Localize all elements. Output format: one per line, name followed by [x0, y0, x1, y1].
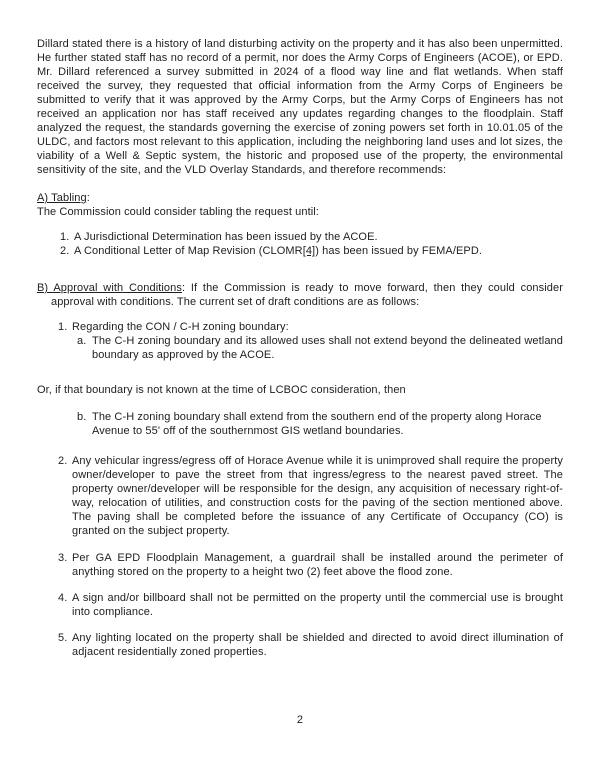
- condition-3-text: Per GA EPD Floodplain Management, a guardrail shall be installed around the perimeter of anything stored on the property to a height two (2) feet above the flood zone.: [72, 552, 563, 578]
- section-a-intro: The Commission could consider tabling the request until:: [37, 206, 319, 218]
- condition-4: [37, 591, 563, 619]
- comment-reference: [4]: [302, 245, 316, 257]
- condition-1a-text: The C-H zoning boundary and its allowed uses shall not extend beyond the delineated wetland boundary as approved by the ACOE.: [92, 335, 563, 361]
- list-marker: a.: [77, 335, 87, 347]
- clomr-text-pre: A Conditional Letter of Map Revision (CLOMR: [74, 245, 303, 257]
- condition-5: [37, 631, 563, 659]
- or-interjection: Or, if that boundary is not known at the time of LCBOC consideration, then: [37, 384, 406, 396]
- condition-1: [37, 320, 563, 362]
- section-b-heading-text: B) Approval with Conditions: [37, 282, 182, 294]
- condition-2-text: Any vehicular ingress/egress off of Horace Avenue while it is unimproved shall require the property owner/developer to pave the street from that ingress/egress to the nearest paved street. The property owner/developer will be responsible for the design, any acquisition of necessary right-of-way, relocation of utilities, and construction costs for the paving of the section mentioned above. The paving shall be completed before the issuance of any Certificate of Occupancy (CO) is granted on the subject property.: [72, 455, 563, 537]
- list-marker: 3.: [58, 552, 68, 564]
- section-a-heading-colon: :: [86, 192, 90, 204]
- condition-2: [37, 454, 563, 538]
- section-b-heading: [37, 281, 563, 309]
- condition-3: [37, 551, 563, 579]
- condition-4-text: A sign and/or billboard shall not be permitted on the property until the commercial use is brought into compliance.: [72, 592, 563, 618]
- intro-paragraph: Dillard stated there is a history of land disturbing activity on the property and it has also been unpermitted. He further stated staff has no record of a permit, nor does the Army Corps of Engineers (ACOE), or EPD. Mr. Dillard referenced a survey submitted in 2024 of a flood way line and flat wetlands. When staff received the survey, they requested that official information from the Army Corps of Engineers be submitted to verify that it was approved by the Army Corps, but the Army Corps of Engineers has not received an application nor has staff received any updates regarding changes to the floodplain. Staff analyzed the request, the standards governing the exercise of zoning powers set forth in 10.01.05 of the ULDC, and factors most relevant to this application, including the neighboring land uses and lot sizes, the viability of a Well & Septic system, the historic and proposed use of the property, the environmental sensitivity of the site, and the VLD Overlay Standards, and therefore recommends:: [37, 38, 563, 176]
- tabling-list-item-2: [60, 244, 563, 258]
- section-a-heading: [37, 191, 563, 205]
- list-marker: 2.: [60, 245, 70, 257]
- condition-1b: [37, 410, 563, 438]
- section-b-heading-rest: : If the Commission is ready to move forward, then they could consider approval with conditions. The current set of draft conditions are as follows:: [51, 282, 563, 308]
- condition-1-text: [72, 320, 563, 362]
- condition-1-intro: Regarding the CON / C-H zoning boundary:: [72, 321, 289, 333]
- list-marker: 1.: [58, 321, 68, 333]
- list-item-text: A Jurisdictional Determination has been issued by the ACOE.: [74, 231, 378, 243]
- page-number: 2: [296, 714, 304, 726]
- list-marker: 1.: [60, 231, 70, 243]
- list-marker: b.: [77, 411, 87, 423]
- list-marker: 4.: [58, 592, 68, 604]
- tabling-list-item-1: [60, 230, 563, 244]
- condition-5-text: Any lighting located on the property shall be shielded and directed to avoid direct illumination of adjacent residentially zoned properties.: [72, 632, 563, 658]
- list-item-text: [74, 244, 482, 258]
- list-marker: 5.: [58, 632, 68, 644]
- list-marker: 2.: [58, 455, 68, 467]
- clomr-text-post: ) has been issued by FEMA/EPD.: [315, 245, 483, 257]
- condition-1b-text: The C-H zoning boundary shall extend from the southern end of the property along Horace Avenue to 55' off of the southernmost GIS wetland boundaries.: [92, 411, 542, 437]
- condition-1a: [72, 334, 563, 362]
- section-a-heading-text: A) Tabling: [37, 192, 87, 204]
- tabling-list: [37, 230, 563, 258]
